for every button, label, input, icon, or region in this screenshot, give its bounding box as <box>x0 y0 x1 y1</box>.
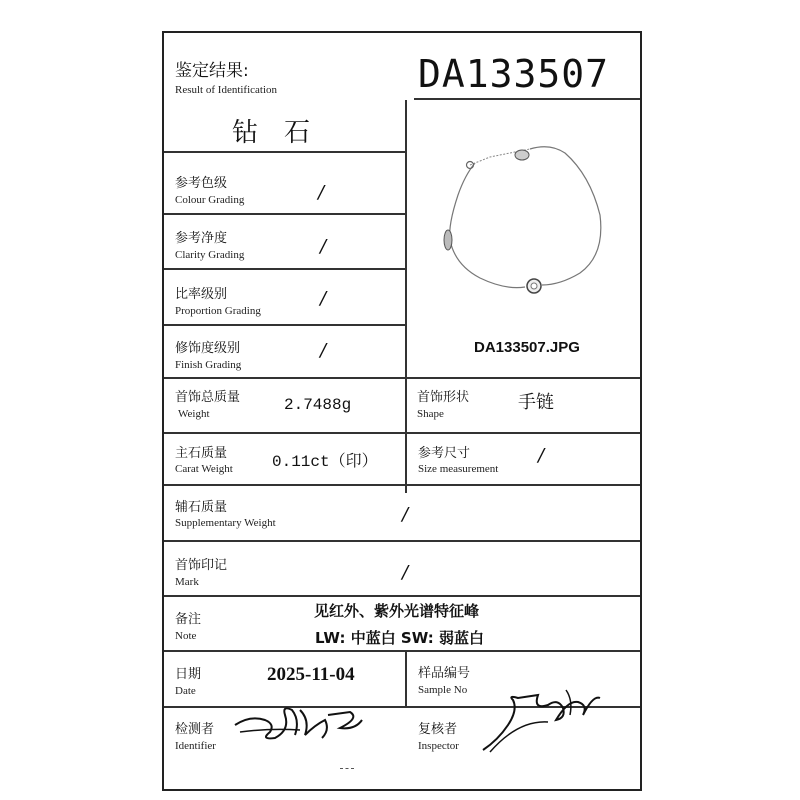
row-divider <box>164 650 640 652</box>
row-divider <box>164 213 406 215</box>
size-value: / <box>538 445 545 466</box>
cert-number-underline <box>414 98 640 100</box>
shape-label-cn: 首饰形状 <box>417 390 470 405</box>
clarity-value: / <box>320 236 327 257</box>
clarity-label-en: Clarity Grading <box>175 249 245 261</box>
proportion-label-en: Proportion Grading <box>175 305 261 317</box>
identification-result: 钻石 <box>232 118 337 148</box>
result-title-cn: 鉴定结果: <box>175 61 249 81</box>
date-label-en: Date <box>175 685 196 697</box>
finish-value: / <box>320 340 327 361</box>
identifier-label-en: Identifier <box>175 740 216 752</box>
shape-value: 手链 <box>518 392 554 413</box>
row-divider <box>164 268 406 270</box>
row-divider <box>164 377 640 379</box>
note-line-2: LW: 中蓝白 SW: 弱蓝白 <box>315 629 485 647</box>
inspector-label-en: Inspector <box>418 740 459 752</box>
supplementary-label-cn: 辅石质量 <box>175 500 228 515</box>
photo-caption: DA133507.JPG <box>474 339 580 356</box>
supplementary-label-en: Supplementary Weight <box>175 517 276 529</box>
finish-label-cn: 修饰度级别 <box>175 341 241 356</box>
proportion-value: / <box>320 288 327 309</box>
note-line-1: 见红外、紫外光谱特征峰 <box>314 602 480 620</box>
mark-label-en: Mark <box>175 576 199 588</box>
size-label-en: Size measurement <box>418 463 499 475</box>
note-label-en: Note <box>175 630 197 642</box>
identifier-signature <box>230 690 370 750</box>
row-divider <box>164 151 406 153</box>
result-title-en: Result of Identification <box>175 84 278 96</box>
date-label-cn: 日期 <box>175 667 202 682</box>
supplementary-value: / <box>402 504 409 525</box>
shape-label-en: Shape <box>417 408 444 420</box>
mark-label-cn: 首饰印记 <box>175 558 228 573</box>
carat-label-cn: 主石质量 <box>175 446 228 461</box>
scan-mark <box>340 768 354 769</box>
clarity-label-cn: 参考净度 <box>175 231 228 246</box>
weight-value: 2.7488g <box>284 396 352 414</box>
carat-label-en: Carat Weight <box>175 463 233 475</box>
mark-value: / <box>402 562 409 583</box>
proportion-label-cn: 比率级别 <box>175 287 228 302</box>
bracelet-photo <box>430 135 610 330</box>
row-divider <box>164 540 640 542</box>
colour-label-cn: 参考色级 <box>175 176 228 191</box>
date-value: 2025-11-04 <box>267 664 355 685</box>
weight-label-cn: 首饰总质量 <box>175 390 241 405</box>
colour-value: / <box>318 182 325 203</box>
sample-no-label-en: Sample No <box>418 684 468 696</box>
row-divider <box>164 484 640 486</box>
colour-label-en: Colour Grading <box>175 194 245 206</box>
carat-value: 0.11ct（印） <box>272 453 378 471</box>
column-divider <box>405 650 407 706</box>
finish-label-en: Finish Grading <box>175 359 242 371</box>
certificate-number: DA133507 <box>418 52 610 96</box>
row-divider <box>164 432 640 434</box>
row-divider <box>164 595 640 597</box>
note-label-cn: 备注 <box>175 612 202 627</box>
weight-label-en: Weight <box>178 408 210 420</box>
inspector-label-cn: 复核者 <box>418 722 458 737</box>
size-label-cn: 参考尺寸 <box>418 446 471 461</box>
column-divider <box>405 100 407 377</box>
sample-no-label-cn: 样品编号 <box>418 666 471 681</box>
inspector-signature <box>478 680 608 760</box>
column-divider <box>405 377 407 493</box>
row-divider <box>164 324 406 326</box>
identifier-label-cn: 检测者 <box>175 722 215 737</box>
